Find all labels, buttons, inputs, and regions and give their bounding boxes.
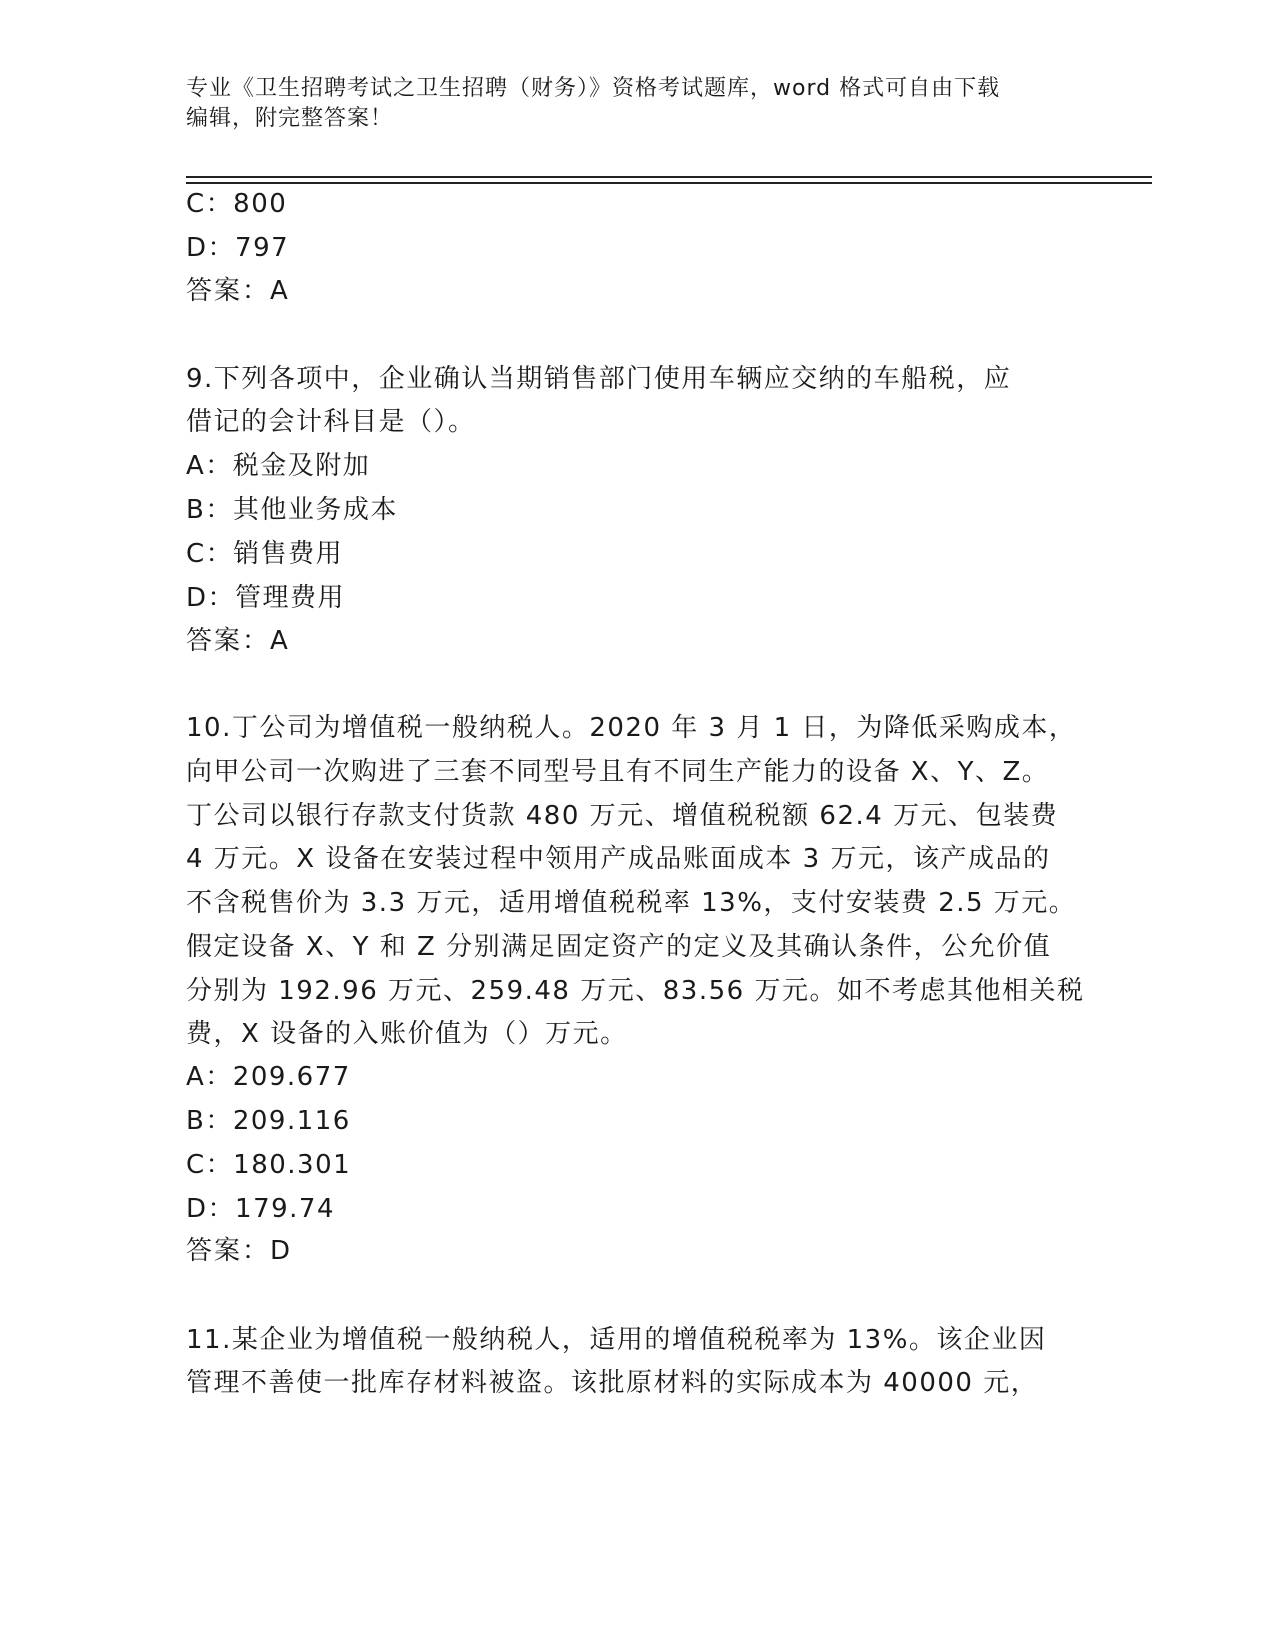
q10-answer: 答案：D <box>186 1236 293 1266</box>
q11-stem-line-2: 管理不善使一批库存材料被盗。该批原材料的实际成本为 40000 元， <box>186 1368 1039 1398</box>
header-divider-bottom <box>186 182 1152 184</box>
q8-option-d: D：797 <box>186 233 290 263</box>
q9-stem-line-2: 借记的会计科目是（）。 <box>186 407 476 437</box>
q10-option-c: C：180.301 <box>186 1150 352 1180</box>
q10-option-a: A：209.677 <box>186 1062 351 1092</box>
q10-option-d: D：179.74 <box>186 1194 335 1224</box>
document-header <box>186 74 1086 134</box>
q10-stem-line: 10.丁公司为增值税一般纳税人。2020 年 3 月 1 日，为降低采购成本， <box>186 713 1077 743</box>
q9-option-d: D：管理费用 <box>186 583 346 613</box>
header-line-1: 专业《卫生招聘考试之卫生招聘（财务）》资格考试题库，word 格式可自由下载 <box>186 76 1001 101</box>
q8-answer: 答案：A <box>186 276 290 306</box>
header-line-2: 编辑，附完整答案！ <box>186 106 394 131</box>
q10-stem-line: 向甲公司一次购进了三套不同型号且有不同生产能力的设备 X、Y、Z。 <box>186 757 1050 787</box>
q10-stem-line: 假定设备 X、Y 和 Z 分别满足固定资产的定义及其确认条件，公允价值 <box>186 932 1052 962</box>
q10-stem-line: 4 万元。X 设备在安装过程中领用产成品账面成本 3 万元，该产成品的 <box>186 844 1051 874</box>
q10-stem-line: 丁公司以银行存款支付货款 480 万元、增值税税额 62.4 万元、包装费 <box>186 801 1059 831</box>
q9-option-b: B：其他业务成本 <box>186 495 398 525</box>
q9-option-c: C：销售费用 <box>186 539 344 569</box>
q9-answer: 答案：A <box>186 626 290 656</box>
q10-stem-line: 费，X 设备的入账价值为（）万元。 <box>186 1019 628 1049</box>
header-divider-top <box>186 176 1152 178</box>
q8-option-c: C：800 <box>186 189 288 219</box>
q11-stem-line-1: 11.某企业为增值税一般纳税人，适用的增值税税率为 13%。该企业因 <box>186 1325 1047 1355</box>
q10-stem-line: 不含税售价为 3.3 万元，适用增值税税率 13%，支付安装费 2.5 万元。 <box>186 888 1077 918</box>
q10-stem-line: 分别为 192.96 万元、259.48 万元、83.56 万元。如不考虑其他相关税 <box>186 976 1085 1006</box>
q9-stem-line-1: 9.下列各项中，企业确认当期销售部门使用车辆应交纳的车船税，应 <box>186 364 1012 394</box>
q9-option-a: A：税金及附加 <box>186 451 371 481</box>
q10-option-b: B：209.116 <box>186 1106 351 1136</box>
